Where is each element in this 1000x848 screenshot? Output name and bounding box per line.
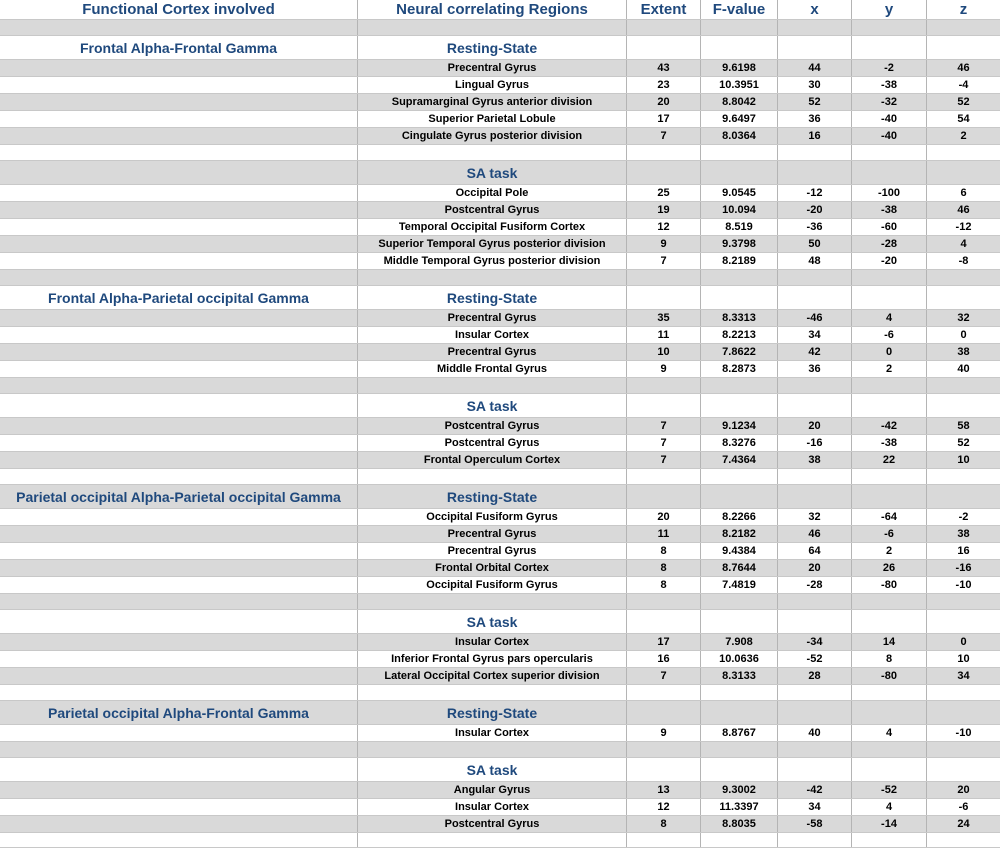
f-value-cell[interactable]: 9.6497 [701,111,778,127]
x-cell[interactable]: -58 [778,816,852,832]
x-cell[interactable]: 20 [778,560,852,576]
extent-cell[interactable]: 9 [627,725,701,741]
spacer-row [0,833,1000,848]
y-cell[interactable]: -80 [852,577,927,593]
condition-label[interactable]: SA task [358,161,627,184]
sub-row [0,610,1000,634]
z-cell[interactable]: 10 [957,653,970,665]
empty-cell[interactable] [0,94,358,110]
extent-cell[interactable]: 7 [627,668,701,684]
f-value-cell[interactable]: 10.094 [701,202,778,218]
z-cell[interactable]: 58 [957,420,970,432]
z-cell[interactable]: -4 [958,79,969,91]
header-x[interactable]: x [778,0,852,19]
x-cell[interactable]: 64 [778,543,852,559]
extent-cell[interactable]: 35 [627,310,701,326]
empty-cell[interactable] [0,60,358,76]
data-row [0,435,1000,452]
extent-cell[interactable]: 16 [627,651,701,667]
region-cell[interactable]: Temporal Occipital Fusiform Cortex [358,219,627,235]
condition-label[interactable]: SA task [358,610,627,633]
f-value-cell[interactable]: 9.6198 [701,60,778,76]
f-value-cell[interactable]: 8.8035 [701,816,778,832]
data-row [0,816,1000,833]
condition-label[interactable]: Resting-State [358,701,627,724]
x-cell[interactable]: -36 [778,219,852,235]
z-cell[interactable]: -8 [958,255,969,267]
x-cell[interactable]: -42 [778,782,852,798]
data-row [0,452,1000,469]
cortex-label[interactable]: Parietal occipital Alpha-Parietal occipital Gamma [0,485,358,508]
region-cell[interactable]: Postcentral Gyrus [358,435,627,451]
z-cell[interactable]: 16 [957,545,970,557]
empty-cell[interactable] [0,782,358,798]
y-cell[interactable]: -40 [852,128,927,144]
z-cell[interactable]: 46 [957,204,970,216]
hdr-row [0,0,1000,20]
data-row [0,782,1000,799]
data-row [0,344,1000,361]
f-value-cell[interactable]: 11.3397 [701,799,778,815]
spacer-row [0,20,1000,36]
data-row [0,799,1000,816]
extent-cell[interactable]: 7 [627,435,701,451]
x-cell[interactable]: -52 [778,651,852,667]
x-cell[interactable]: 44 [778,60,852,76]
header-y[interactable]: y [852,0,927,19]
condition-label[interactable]: Resting-State [358,36,627,59]
data-row [0,253,1000,270]
z-cell[interactable]: 54 [957,113,970,125]
f-value-cell[interactable]: 8.8042 [701,94,778,110]
f-value-cell[interactable]: 8.2873 [701,361,778,377]
y-cell[interactable]: 4 [852,799,927,815]
empty-cell[interactable] [0,418,358,434]
cortex-label[interactable]: Frontal Alpha-Frontal Gamma [0,36,358,59]
empty-cell[interactable] [0,560,358,576]
empty-cell[interactable] [0,577,358,593]
z-cell[interactable]: -16 [955,562,972,574]
condition-label[interactable]: Resting-State [358,286,627,309]
f-value-cell[interactable]: 7.8622 [701,344,778,360]
region-cell[interactable]: Frontal Orbital Cortex [358,560,627,576]
x-cell[interactable]: 28 [778,668,852,684]
spacer-row [0,685,1000,701]
spacer-row [0,594,1000,610]
y-cell[interactable]: -32 [852,94,927,110]
extent-cell[interactable]: 20 [627,94,701,110]
region-cell[interactable]: Occipital Fusiform Gyrus [358,509,627,525]
z-cell[interactable]: 32 [957,312,970,324]
x-cell[interactable]: -16 [778,435,852,451]
region-cell[interactable]: Middle Temporal Gyrus posterior division [358,253,627,269]
spacer-row [0,742,1000,758]
empty-cell[interactable] [0,799,358,815]
f-value-cell[interactable]: 8.0364 [701,128,778,144]
empty-cell[interactable] [0,219,358,235]
data-row [0,526,1000,543]
extent-cell[interactable]: 7 [627,452,701,468]
region-cell[interactable]: Frontal Operculum Cortex [358,452,627,468]
x-cell[interactable]: -20 [778,202,852,218]
f-value-cell[interactable]: 8.7644 [701,560,778,576]
empty-cell[interactable] [0,253,358,269]
z-cell[interactable]: -6 [958,801,969,813]
y-cell[interactable]: 0 [852,344,927,360]
x-cell[interactable]: 36 [778,111,852,127]
y-cell[interactable]: -38 [852,77,927,93]
extent-cell[interactable]: 19 [627,202,701,218]
y-cell[interactable]: -40 [852,111,927,127]
z-cell[interactable]: 4 [960,238,967,250]
z-cell[interactable]: -12 [955,221,972,233]
data-row [0,560,1000,577]
extent-cell[interactable]: 7 [627,253,701,269]
sub-row [0,758,1000,782]
extent-cell[interactable]: 20 [627,509,701,525]
x-cell[interactable]: 32 [778,509,852,525]
region-cell[interactable]: Inferior Frontal Gyrus pars opercularis [358,651,627,667]
y-cell[interactable]: 22 [852,452,927,468]
empty-cell[interactable] [0,435,358,451]
data-row [0,725,1000,742]
cortex-label[interactable]: Frontal Alpha-Parietal occipital Gamma [0,286,358,309]
y-cell[interactable]: -6 [852,526,927,542]
z-cell[interactable]: 0 [960,636,967,648]
z-cell[interactable]: -10 [955,579,972,591]
z-cell[interactable]: 46 [957,62,970,74]
region-cell[interactable]: Occipital Fusiform Gyrus [358,577,627,593]
y-cell[interactable]: -38 [852,435,927,451]
empty-cell[interactable] [0,361,358,377]
sec-row [0,36,1000,60]
extent-cell[interactable]: 43 [627,60,701,76]
x-cell[interactable]: 48 [778,253,852,269]
region-cell[interactable]: Occipital Pole [358,185,627,201]
f-value-cell[interactable]: 7.4819 [701,577,778,593]
sec-row [0,286,1000,310]
empty-cell[interactable] [0,634,358,650]
extent-cell[interactable]: 10 [627,344,701,360]
y-cell[interactable]: -64 [852,509,927,525]
f-value-cell[interactable]: 10.3951 [701,77,778,93]
condition-label[interactable]: SA task [358,394,627,417]
z-cell[interactable]: 52 [957,437,970,449]
data-row [0,543,1000,560]
empty-cell[interactable] [0,526,358,542]
header-z[interactable]: z [959,1,968,18]
sec-row [0,701,1000,725]
empty-cell[interactable] [0,128,358,144]
f-value-cell[interactable]: 8.8767 [701,725,778,741]
data-row [0,668,1000,685]
extent-cell[interactable]: 9 [627,361,701,377]
header-extent[interactable]: Extent [627,0,701,19]
z-cell[interactable]: 2 [960,130,967,142]
x-cell[interactable]: 16 [778,128,852,144]
z-cell[interactable]: 34 [957,670,970,682]
sub-row [0,161,1000,185]
empty-cell[interactable] [0,77,358,93]
extent-cell[interactable]: 7 [627,128,701,144]
empty-cell[interactable] [0,327,358,343]
z-cell[interactable]: 52 [957,96,970,108]
f-value-cell[interactable]: 9.0545 [701,185,778,201]
region-cell[interactable]: Angular Gyrus [358,782,627,798]
y-cell[interactable]: -52 [852,782,927,798]
sec-row [0,485,1000,509]
y-cell[interactable]: -60 [852,219,927,235]
extent-cell[interactable]: 17 [627,634,701,650]
data-row [0,509,1000,526]
empty-cell[interactable] [0,816,358,832]
x-cell[interactable]: 46 [778,526,852,542]
data-row [0,219,1000,236]
f-value-cell[interactable]: 7.908 [701,634,778,650]
x-cell[interactable]: 42 [778,344,852,360]
x-cell[interactable]: 40 [778,725,852,741]
empty-cell[interactable] [0,236,358,252]
y-cell[interactable]: 14 [852,634,927,650]
header-neural-regions[interactable]: Neural correlating Regions [358,0,627,19]
empty-cell[interactable] [0,668,358,684]
extent-cell[interactable]: 12 [627,799,701,815]
y-cell[interactable]: -80 [852,668,927,684]
extent-cell[interactable]: 12 [627,219,701,235]
y-cell[interactable]: 26 [852,560,927,576]
y-cell[interactable]: 8 [852,651,927,667]
empty-cell[interactable] [0,344,358,360]
data-row [0,60,1000,77]
x-cell[interactable]: 34 [778,327,852,343]
x-cell[interactable]: 50 [778,236,852,252]
extent-cell[interactable]: 23 [627,77,701,93]
x-cell[interactable]: -28 [778,577,852,593]
empty-cell[interactable] [0,651,358,667]
data-row [0,651,1000,668]
empty-cell[interactable] [0,509,358,525]
region-cell[interactable]: Postcentral Gyrus [358,202,627,218]
condition-label[interactable]: Resting-State [358,485,627,508]
z-cell[interactable]: -2 [958,511,969,523]
data-row [0,327,1000,344]
region-cell[interactable]: Precentral Gyrus [358,310,627,326]
header-functional-cortex[interactable]: Functional Cortex involved [0,0,358,19]
f-value-cell[interactable]: 8.3133 [701,668,778,684]
y-cell[interactable]: 4 [852,725,927,741]
empty-cell[interactable] [0,202,358,218]
f-value-cell[interactable]: 8.2213 [701,327,778,343]
x-cell[interactable]: 34 [778,799,852,815]
region-cell[interactable]: Insular Cortex [358,725,627,741]
z-cell[interactable]: 40 [957,363,970,375]
x-cell[interactable]: 36 [778,361,852,377]
f-value-cell[interactable]: 8.2189 [701,253,778,269]
extent-cell[interactable]: 25 [627,185,701,201]
region-cell[interactable]: Supramarginal Gyrus anterior division [358,94,627,110]
spacer-row [0,469,1000,485]
data-row [0,202,1000,219]
x-cell[interactable]: 20 [778,418,852,434]
z-cell[interactable]: 38 [957,346,970,358]
region-cell[interactable]: Middle Frontal Gyrus [358,361,627,377]
x-cell[interactable]: -12 [778,185,852,201]
condition-label[interactable]: SA task [358,758,627,781]
empty-cell[interactable] [0,725,358,741]
f-value-cell[interactable]: 10.0636 [701,651,778,667]
data-row [0,418,1000,435]
data-row [0,111,1000,128]
data-row [0,361,1000,378]
header-f-value[interactable]: F-value [701,0,778,19]
z-cell[interactable]: 20 [957,784,970,796]
f-value-cell[interactable]: 9.3798 [701,236,778,252]
spacer-row [0,378,1000,394]
f-value-cell[interactable]: 8.3313 [701,310,778,326]
extent-cell[interactable]: 11 [627,526,701,542]
z-cell[interactable]: 0 [960,329,967,341]
y-cell[interactable]: -28 [852,236,927,252]
data-row [0,77,1000,94]
f-value-cell[interactable]: 8.2266 [701,509,778,525]
y-cell[interactable]: -38 [852,202,927,218]
f-value-cell[interactable]: 9.3002 [701,782,778,798]
extent-cell[interactable]: 8 [627,816,701,832]
data-row [0,236,1000,253]
extent-cell[interactable]: 7 [627,418,701,434]
empty-cell[interactable] [0,185,358,201]
z-cell[interactable]: 10 [957,454,970,466]
x-cell[interactable]: -34 [778,634,852,650]
data-row [0,310,1000,327]
y-cell[interactable]: 2 [852,361,927,377]
spacer-row [0,270,1000,286]
region-cell[interactable]: Postcentral Gyrus [358,418,627,434]
extent-cell[interactable]: 8 [627,577,701,593]
data-row [0,634,1000,651]
region-cell[interactable]: Lateral Occipital Cortex superior division [358,668,627,684]
data-row [0,577,1000,594]
y-cell[interactable]: -20 [852,253,927,269]
extent-cell[interactable]: 13 [627,782,701,798]
z-cell[interactable]: 38 [957,528,970,540]
extent-cell[interactable]: 17 [627,111,701,127]
y-cell[interactable]: 4 [852,310,927,326]
x-cell[interactable]: -46 [778,310,852,326]
region-cell[interactable]: Insular Cortex [358,327,627,343]
sub-row [0,394,1000,418]
f-value-cell[interactable]: 7.4364 [701,452,778,468]
data-row [0,94,1000,111]
f-value-cell[interactable]: 9.1234 [701,418,778,434]
extent-cell[interactable]: 8 [627,560,701,576]
z-cell[interactable]: 6 [960,187,967,199]
data-row [0,185,1000,202]
f-value-cell[interactable]: 9.4384 [701,543,778,559]
region-cell[interactable]: Cingulate Gyrus posterior division [358,128,627,144]
z-cell[interactable]: 24 [957,818,970,830]
region-cell[interactable]: Superior Temporal Gyrus posterior division [358,236,627,252]
x-cell[interactable]: 30 [778,77,852,93]
y-cell[interactable]: -14 [852,816,927,832]
y-cell[interactable]: -100 [852,185,927,201]
spacer-row [0,145,1000,161]
empty-cell[interactable] [0,310,358,326]
region-cell[interactable]: Precentral Gyrus [358,543,627,559]
cortex-label[interactable]: Parietal occipital Alpha-Frontal Gamma [0,701,358,724]
y-cell[interactable]: -42 [852,418,927,434]
region-cell[interactable]: Precentral Gyrus [358,344,627,360]
region-cell[interactable]: Insular Cortex [358,634,627,650]
region-cell[interactable]: Precentral Gyrus [358,526,627,542]
region-cell[interactable]: Lingual Gyrus [358,77,627,93]
region-cell[interactable]: Precentral Gyrus [358,60,627,76]
y-cell[interactable]: -2 [852,60,927,76]
f-value-cell[interactable]: 8.519 [701,219,778,235]
empty-cell[interactable] [0,452,358,468]
empty-cell[interactable] [0,111,358,127]
empty-cell[interactable] [0,543,358,559]
y-cell[interactable]: -6 [852,327,927,343]
z-cell[interactable]: -10 [955,727,972,739]
data-row [0,128,1000,145]
x-cell[interactable]: 52 [778,94,852,110]
region-cell[interactable]: Insular Cortex [358,799,627,815]
region-cell[interactable]: Postcentral Gyrus [358,816,627,832]
x-cell[interactable]: 38 [778,452,852,468]
region-cell[interactable]: Superior Parietal Lobule [358,111,627,127]
extent-cell[interactable]: 9 [627,236,701,252]
f-value-cell[interactable]: 8.2182 [701,526,778,542]
extent-cell[interactable]: 11 [627,327,701,343]
extent-cell[interactable]: 8 [627,543,701,559]
y-cell[interactable]: 2 [852,543,927,559]
f-value-cell[interactable]: 8.3276 [701,435,778,451]
